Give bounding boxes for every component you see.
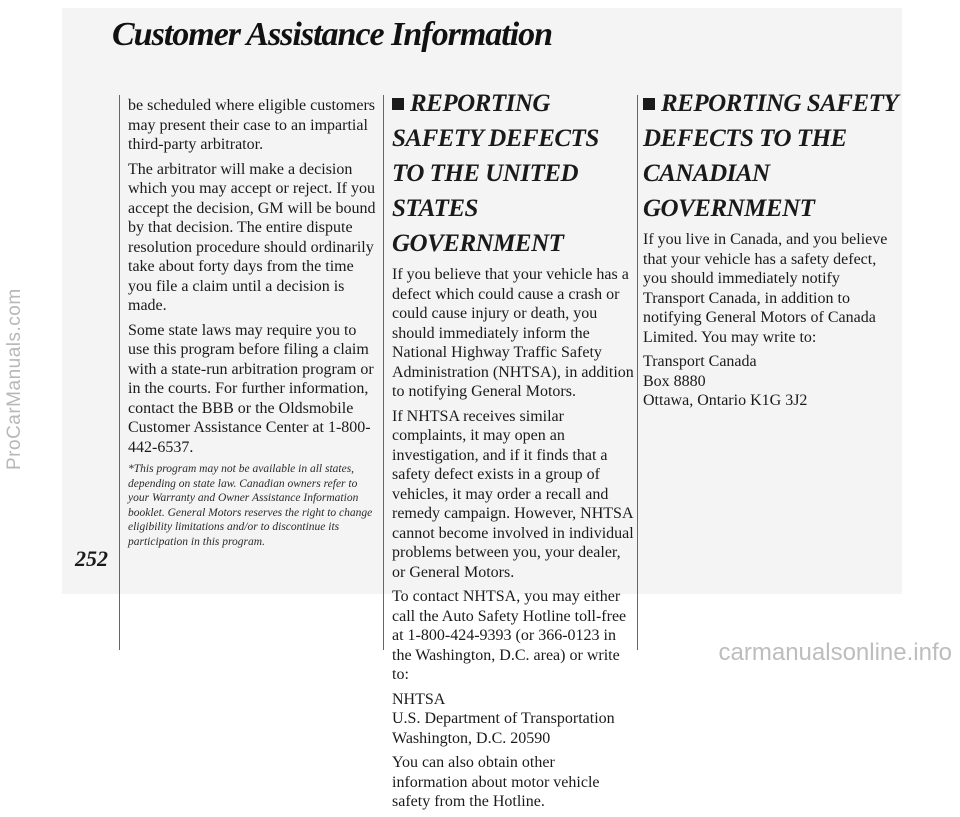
left-margin-rule [119,95,120,650]
transport-canada-address [643,352,901,411]
address-line: Box 8880 [643,372,706,390]
col1-paragraph: be scheduled where eligible customers may present their case to an impartial third-party arbitrator. [128,97,376,153]
address-line: Ottawa, Ontario K1G 3J2 [643,392,808,409]
square-bullet-icon [392,98,404,110]
address-line: U.S. Department of Transportation [392,710,615,727]
footnote: *This program may not be available in all states, depending on state law. Canadian owners refer to your Warranty and Owner Assistance Information booklet. General Motors reserves the right to change eligibility limitations and/or to discontinue its participation in this program. [128,463,373,548]
section-heading-canada [643,86,901,226]
column-3 [643,86,901,411]
col2-paragraph: If NHTSA receives similar complaints, it may open an investigation, and if it finds that a safety defect exists in a group of vehicles, it may order a recall and remedy campaign. However, NHTSA cannot become involved in individual problems between you, your dealer, or General Motors. [392,407,634,581]
section-heading-us-text: REPORTING SAFETY DEFECTS TO THE UNITED STATES GOVERNMENT [392,90,599,257]
watermark-left: ProCarManuals.com [4,288,25,470]
col2-paragraph: If you believe that your vehicle has a defect which could cause a crash or could cause injury or death, you should immediately inform the National Highway Traffic Safety Administration (NHTSA), in addition to notifying General Motors. [392,266,634,400]
section-heading-canada-text: REPORTING SAFETY DEFECTS TO THE CANADIAN GOVERNMENT [643,90,898,222]
column-divider-2 [637,95,638,650]
column-2 [392,86,634,817]
page-title: Customer Assistance Information [112,16,553,53]
square-bullet-icon [643,98,655,110]
col1-paragraph: The arbitrator will make a decision which you may accept or reject. If you accept the decision, GM will be bound by that decision. The entire dispute resolution procedure should ordinarily take about forty days from the time you file a claim until a decision is made. [128,160,376,314]
col2-paragraph: To contact NHTSA, you may either call the Auto Safety Hotline toll-free at 1-800-424-9393 (or 366-0123 in the Washington, D.C. area) or write to: [392,588,627,683]
nhtsa-address [392,690,634,749]
address-line: Washington, D.C. 20590 [392,729,551,747]
column-divider-1 [383,95,384,650]
address-line: Transport Canada [643,353,757,370]
address-line: NHTSA [392,690,446,708]
col3-paragraph: If you live in Canada, and you believe that your vehicle has a safety defect, you should immediately notify Transport Canada, in addition to notifying General Motors of Canada Limited. You may write to: [643,231,888,346]
watermark-bottom: carmanualsonline.info [718,639,952,666]
section-heading-us [392,86,634,261]
col1-paragraph: Some state laws may require you to use this program before filing a claim with a state-run arbitration program or in the courts. For further information, contact the BBB or the Oldsmobile Customer Assistance Center at 1-800-442-6537. [128,321,374,456]
col2-closing: You can also obtain other information about motor vehicle safety from the Hotline. [392,754,600,810]
page-number: 252 [75,546,108,571]
column-1 [128,96,380,554]
